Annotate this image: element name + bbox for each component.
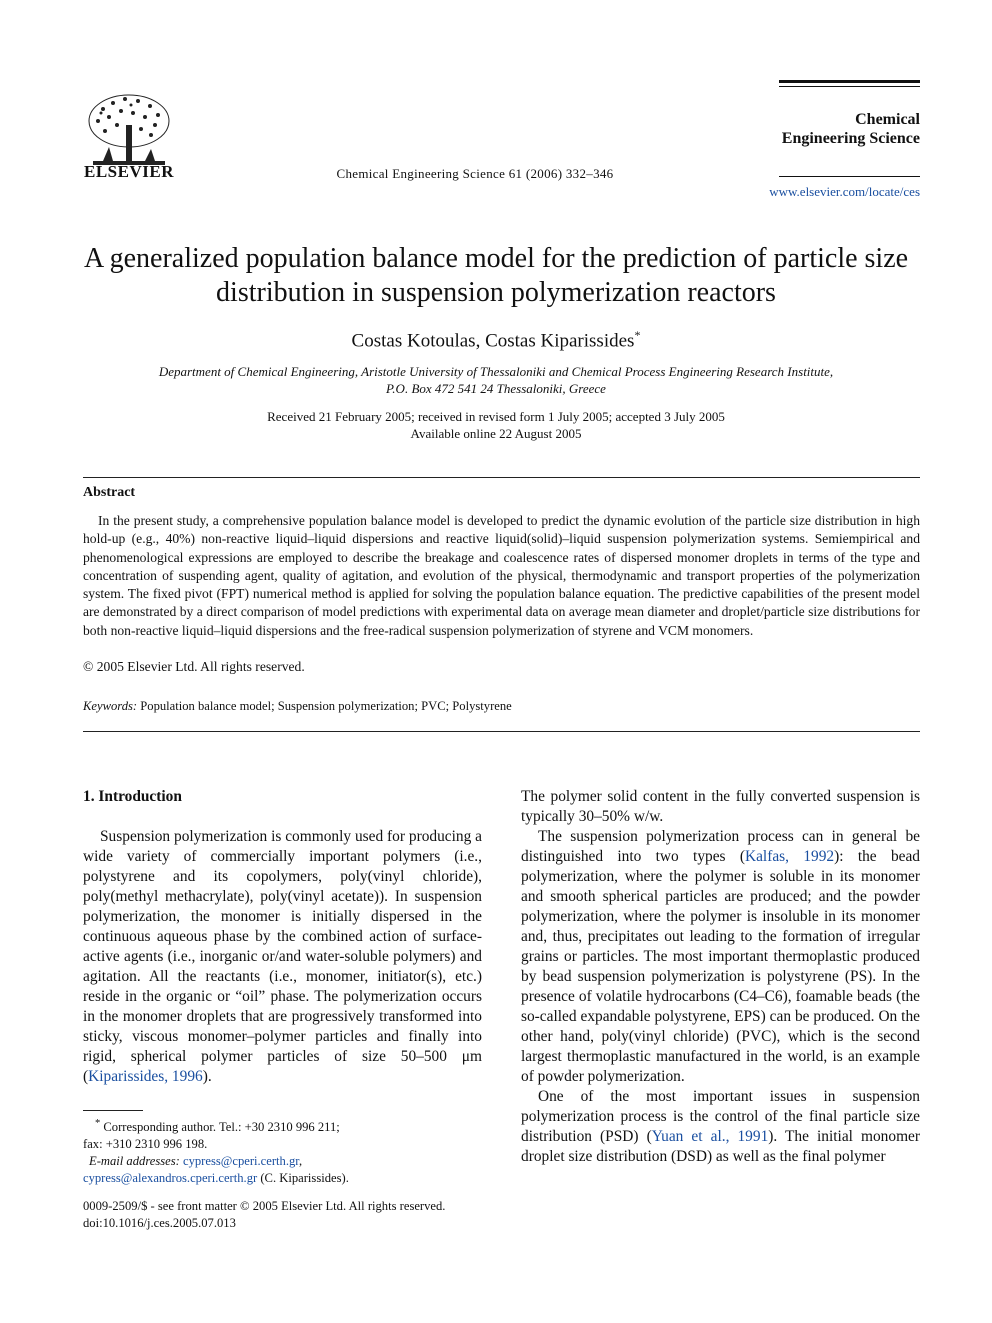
- email-note: E-mail addresses: cypress@cperi.certh.gr,: [89, 1154, 303, 1169]
- body-paragraph: [521, 827, 920, 1087]
- body-paragraph: [521, 1087, 920, 1167]
- article-dates: [120, 408, 872, 442]
- publisher-name: ELSEVIER: [84, 162, 174, 181]
- fax-note: fax: +310 2310 996 198.: [83, 1137, 208, 1152]
- abstract-heading: Abstract: [83, 485, 136, 500]
- email-note: [83, 1170, 483, 1187]
- authors: [60, 328, 932, 352]
- email-link[interactable]: cypress@alexandros.cperi.certh.gr: [83, 1171, 258, 1186]
- doi-line: doi:10.1016/j.ces.2005.07.013: [83, 1216, 236, 1230]
- affiliation-line: Department of Chemical Engineering, Aristotle University of Thessaloniki and Chemical Process Engineering Research Institute,: [158, 364, 834, 379]
- issn-line: 0009-2509/$ - see front matter © 2005 Elsevier Ltd. All rights reserved.: [83, 1199, 446, 1213]
- body-paragraph: [83, 827, 482, 1087]
- footnote-mark: *: [95, 1118, 101, 1129]
- paper-title: A generalized population balance model for the prediction of particle size distribution in suspension polymerization reactors: [83, 243, 909, 308]
- journal-title-line: Chemical: [855, 111, 920, 128]
- journal-title-line: Engineering Science: [781, 130, 920, 147]
- paragraph-text: ): the bead polymerization, where the polymer is soluble in its monomer and smooth spherical particles are produced; and the powder polymerization, where the polymer is insoluble in its monomer and, thus, precipitates out leading to the formation of irregular grains or particles. The most important thermoplastic produced by bead suspension polymerization is polystyrene (PS). In the presence of volatile hydrocarbons (C4–C6), foamable beads (the so-called expandable polystyrene, EPS) can be produced. On the other hand, poly(vinyl chloride) (PVC), which is the second largest thermoplastic manufactured in the world, is an example of powder polymerization.: [521, 848, 920, 1085]
- keywords-label: Keywords:: [83, 699, 138, 713]
- paragraph-text: Suspension polymerization is commonly used for producing a wide variety of commercially important polymers (i.e., polystyrene and its copolymers, poly(vinyl chloride), poly(methyl methacrylate), poly(vinyl acetate)). In suspension polymerization, the monomer is initially dispersed in the continuous aqueous phase by the combined action of surface-active agents (i.e., inorganic or/and water-soluble polymers) and agitation. All the reactants (i.e., monomer, initiator(s), etc.) reside in the organic or “oil” phase. The polymerization occurs in the monomer droplets that are progressively transformed into sticky, viscous monomer–polymer particles and finally into rigid, spherical polymer particles of size 50–500 μm (: [83, 828, 482, 1085]
- corresponding-author-mark[interactable]: *: [634, 328, 641, 342]
- footnotes: [83, 1115, 483, 1187]
- keywords-list: Population balance model; Suspension polymerization; PVC; Polystyrene: [140, 699, 512, 713]
- paragraph-text: One of the most important issues in suspension polymerization process is the control of the final particle size distribution (PSD) (: [521, 1088, 920, 1145]
- received-dates: Received 21 February 2005; received in revised form 1 July 2005; accepted 3 July 2005: [267, 409, 725, 424]
- abstract-copyright: © 2005 Elsevier Ltd. All rights reserved.: [83, 659, 305, 674]
- corresponding-author-note: [83, 1115, 483, 1136]
- email-link[interactable]: cypress@cperi.certh.gr: [182, 1154, 299, 1169]
- paragraph-text: ).: [202, 1068, 212, 1085]
- front-matter: [83, 1198, 483, 1232]
- abstract-text: In the present study, a comprehensive population balance model is developed to predict the dynamic evolution of the particle size distribution in high hold-up (e.g., 40%) non-reactive liquid–liquid dispersions and reactive liquid(solid)–liquid suspension polymerization systems. Semiempirical and phenomenological expressions are employed to describe the breakage and coalescence rates of dispersed monomer droplets in terms of the type and concentration of suspending agent, quality of agitation, and evolution of the physical, thermodynamic and transport properties of the polymerization system. The fixed pivot (FPT) numerical method is applied for solving the population balance equation. The predictive capabilities of the present model are demonstrated by a direct comparison of model predictions with experimental data on average mean diameter and droplet/particle size distributions for both non-reactive liquid–liquid dispersions and the free-radical suspension polymerization of styrene and VCM monomers.: [83, 513, 920, 638]
- affiliation: [120, 363, 872, 397]
- paragraph-text: The suspension polymerization process can in general be distinguished into two types (: [521, 828, 920, 865]
- journal-rule: [779, 86, 920, 87]
- divider: [83, 477, 920, 478]
- journal-rule: [779, 80, 920, 83]
- footnote-text: (C. Kiparissides).: [260, 1171, 349, 1186]
- citation-link[interactable]: Kalfas, 1992: [744, 848, 835, 865]
- author-names: Costas Kotoulas, Costas Kiparissides: [351, 330, 635, 352]
- section-heading: 1. Introduction: [83, 788, 182, 805]
- keywords: [83, 699, 512, 714]
- paragraph-text: ). The initial monomer droplet size distribution (DSD) as well as the final polymer: [521, 1128, 920, 1165]
- body-paragraph: The polymer solid content in the fully converted suspension is typically 30–50% w/w.: [521, 788, 920, 825]
- journal-citation: Chemical Engineering Science 61 (2006) 332–346: [336, 166, 614, 181]
- left-column: [83, 787, 482, 1087]
- citation-link[interactable]: Kiparissides, 1996: [88, 1068, 203, 1085]
- divider: [83, 731, 920, 732]
- affiliation-line: P.O. Box 472 541 24 Thessaloniki, Greece: [386, 381, 606, 396]
- citation-link[interactable]: Yuan et al., 1991: [651, 1128, 769, 1145]
- right-column: [521, 787, 920, 1167]
- journal-title: [760, 110, 920, 148]
- footnote-rule: [83, 1110, 143, 1111]
- journal-url-link[interactable]: www.elsevier.com/locate/ces: [769, 184, 920, 199]
- available-online-date: Available online 22 August 2005: [410, 426, 582, 441]
- journal-rule: [779, 176, 920, 177]
- email-label: E-mail addresses:: [89, 1154, 180, 1169]
- footnote-text: Corresponding author. Tel.: +30 2310 996 211;: [103, 1120, 340, 1135]
